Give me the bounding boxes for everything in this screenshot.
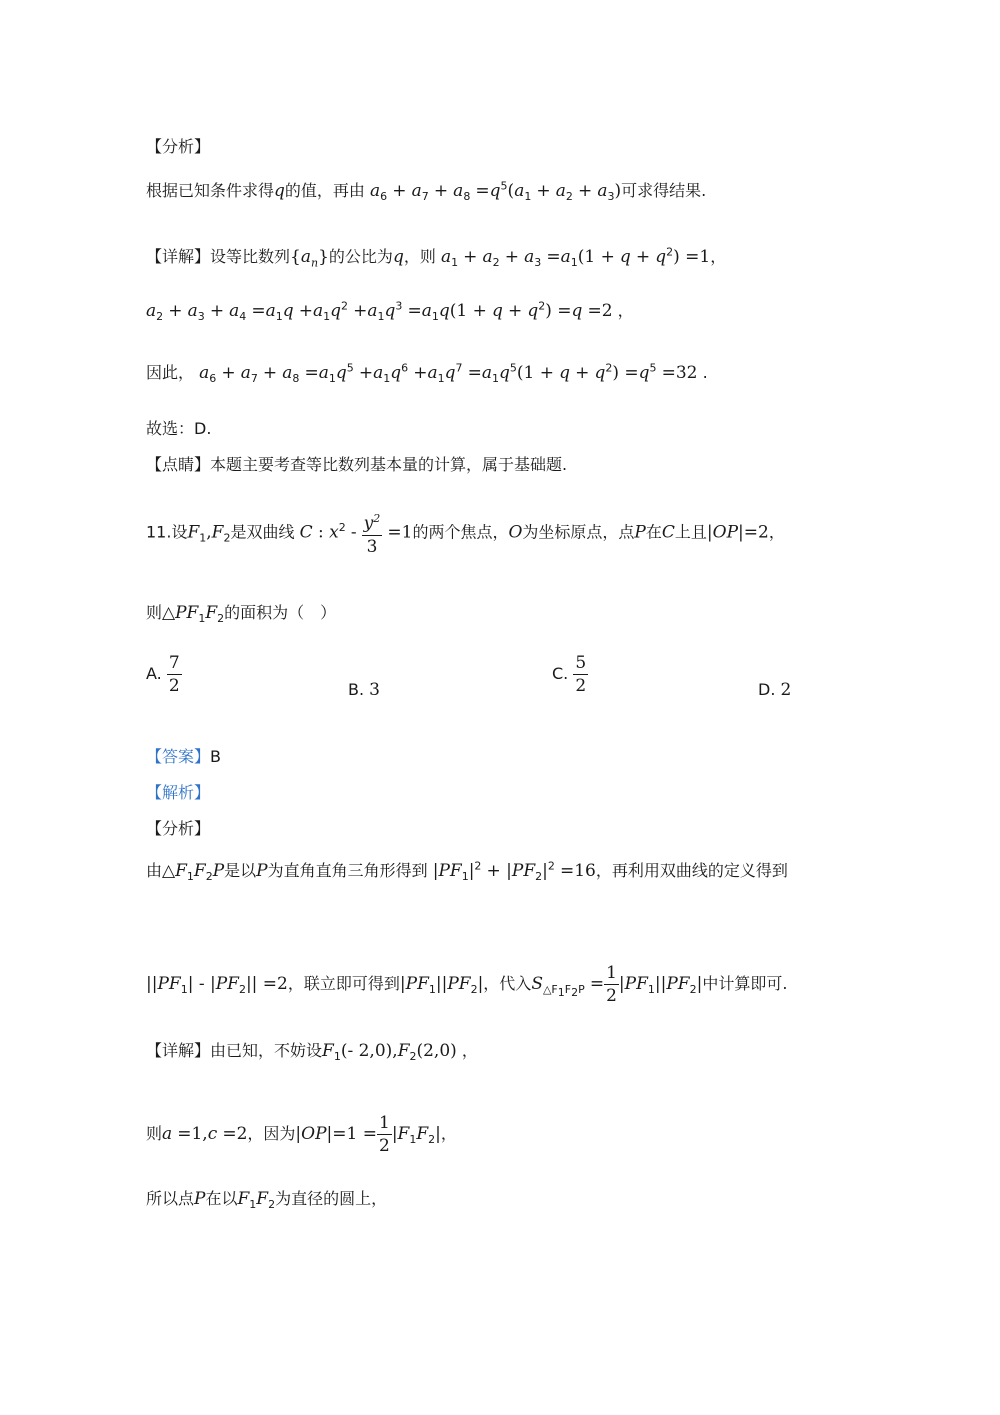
detail-text-1: 【详解】设等比数列$\{a_n\}$的公比为q，则 $a_1 + a_2 + a_3 =a_1(1 + q + q^2) =1$， [146, 245, 727, 270]
option-a: A. $\frac{7}{2}$ [146, 653, 180, 696]
choice-line: 故选：D. [146, 419, 212, 438]
analysis-label: 【解析】 [146, 783, 211, 802]
analysis-text-1: 根据已知条件求得q的值，再由 $a_6 + a_7 + a_8 =q^5(a_1 + a_2 + a_3)$可求得结果. [146, 179, 707, 204]
answer-line: 【答案】B [146, 747, 221, 766]
analysis-heading-2: 【分析】 [146, 819, 211, 838]
question-11: 11.设$F_1,F_2$是双曲线 C : $x^2$ - $\frac{y^2}{3}$ =1的两个焦点，O为坐标原点，点P在C上且|OP|=2， [146, 508, 785, 558]
detail-text-4: 所以点P在以$F_1F_2$为直径的圆上， [146, 1189, 388, 1212]
comment-line: 【点睛】本题主要考查等比数列基本量的计算，属于基础题. [146, 455, 568, 474]
option-c: C. $\frac{5}{2}$ [552, 653, 587, 696]
analysis-text-3: $||PF_1| - |PF_2|| =2$，联立即可得到$|PF_1||PF_2|$，代入$S_{\triangle F_1F_2P}$ = $\frac{1}{2}$ $|PF_1||PF_2|$中计算即可. [146, 963, 788, 1006]
equation-line-3: 因此， $a_6 + a_7 + a_8 =a_1q^5 +a_1q^6 +a_1q^7 =a_1q^5(1 + q + q^2) =q^5 =32$ . [146, 361, 708, 386]
analysis-heading-1: 【分析】 [146, 137, 211, 156]
equation-line-2: $a_2 + a_3 + a_4 =a_1q +a_1q^2 +a_1q^3 =a_1q(1 + q + q^2) =q =2$ ， [146, 299, 634, 324]
analysis-text-2: 由$\triangle F_1F_2P$是以P为直角直角三角形得到 $|PF_1|^2 + |PF_2|^2 =16$，再利用双曲线的定义得到 [146, 859, 788, 884]
detail-text-3: 则a =1,c =2，因为|OP|=1 = $\frac{1}{2}$ $|F_1F_2|$， [146, 1113, 457, 1156]
option-d: D. 2 [758, 680, 792, 700]
detail-text-2: 【详解】由已知，不妨设$F_1(-$ $2,0),F_2(2,0)$ ， [146, 1041, 478, 1064]
question-11-cont: 则$\triangle PF_1F_2$的面积为（ ） [146, 603, 337, 626]
option-b: B. 3 [348, 680, 380, 700]
